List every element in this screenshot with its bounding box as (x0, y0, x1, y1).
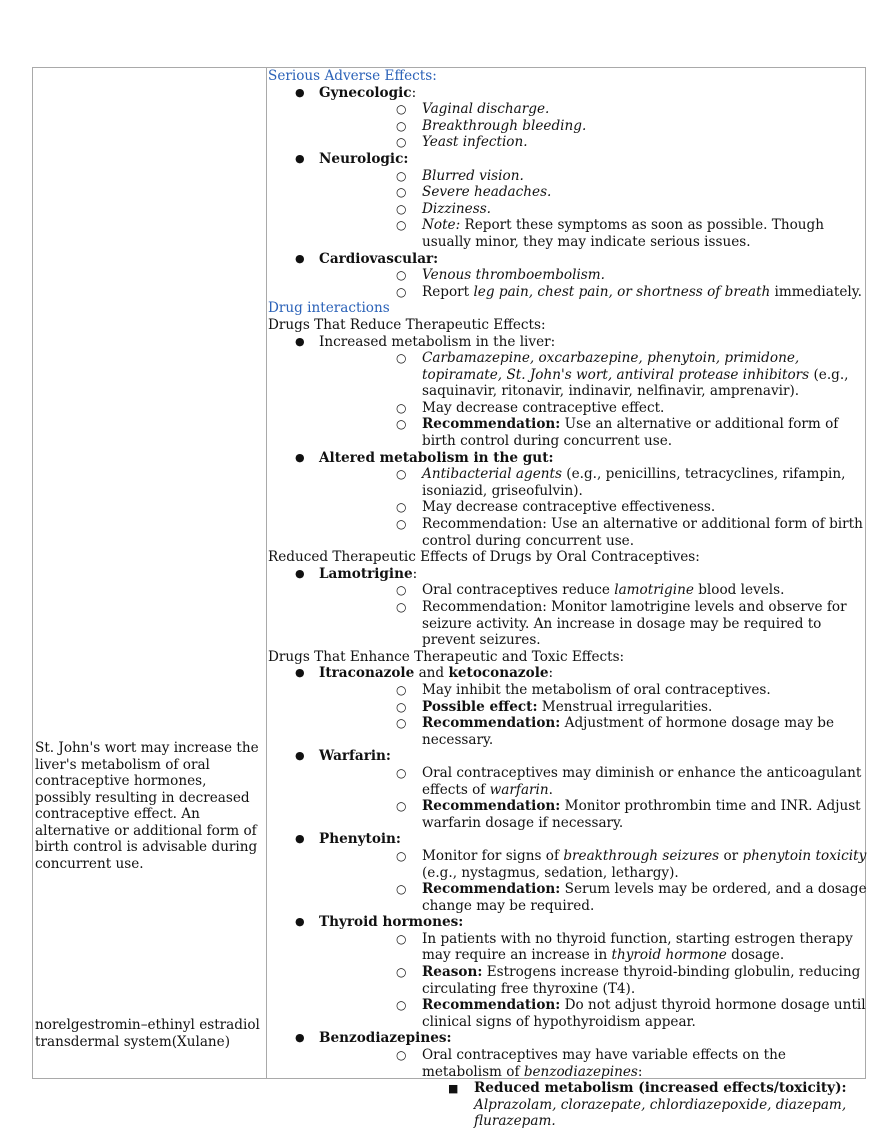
circle-bullet-icon: ○ (396, 102, 407, 117)
circle-bullet-icon: ○ (396, 765, 407, 780)
list-item: ○ Recommendation: Adjustment of hormone dosage may be necessary. (396, 715, 834, 748)
list-item: ● Benzodiazepines: ○ Oral contraceptives may have variable effects on the metabolism of benzodiazepines: ■ Reduced metabolism (increased effects/toxicity): Alprazolam, clorazepate, chlordiazepoxide, diazepam, flurazepam. (268, 1030, 868, 1130)
list-item: ○ Breakthrough bleeding. (396, 117, 587, 134)
neurologic-label: Neurologic: (319, 150, 409, 167)
circle-bullet-icon: ○ (396, 799, 407, 814)
list-item: ○ Recommendation: Use an alternative or additional form of birth control during concurrent use. (396, 516, 863, 549)
list-item: ○ Oral contraceptives may diminish or enhance the anticoagulant effects of warfarin. (396, 764, 862, 798)
list-item: ○ Antibacterial agents (e.g., penicillins, tetracyclines, rifampin, isoniazid, griseofulvin). (396, 466, 846, 499)
list-item: ● Altered metabolism in the gut: ○ Antibacterial agents (e.g., penicillins, tetracyclines, rifampin, isoniazid, griseofulvin). ○ May decrease contraceptive effectiveness. ○ Recommendation: Use an alternative or additional form of birth control during concurrent use. (268, 450, 868, 550)
cardiovascular-label: Cardiovascular: (319, 250, 439, 267)
reduced-by-oc-title: Reduced Therapeutic Effects of Drugs by Oral Contraceptives: (268, 549, 700, 566)
list-item: ○ Recommendation: Do not adjust thyroid hormone dosage until clinical signs of hypothyroidism appear. (396, 997, 866, 1030)
drug-name: norelgestromin–ethinyl estradiol transdermal system(Xulane) (35, 1017, 260, 1050)
list-item: ○ Recommendation: Monitor lamotrigine levels and observe for seizure activity. An increase in dosage may be required to prevent seizures. (396, 599, 847, 649)
circle-bullet-icon: ○ (396, 716, 407, 731)
list-item: ○ Possible effect: Menstrual irregularities. (396, 698, 713, 715)
list-item: ■ Reduced metabolism (increased effects/toxicity): Alprazolam, clorazepate, chlordiazepoxide, diazepam, flurazepam. (448, 1080, 847, 1130)
list-item: ○ Note: Report these symptoms as soon as possible. Though usually minor, they may indicate serious issues. (396, 217, 824, 250)
list-item: ○ Severe headaches. (396, 184, 552, 201)
enhance-effects-title: Drugs That Enhance Therapeutic and Toxic Effects: (268, 648, 625, 665)
list-item: ○ Recommendation: Monitor prothrombin time and INR. Adjust warfarin dosage if necessary. (396, 798, 861, 831)
list-item: ● Phenytoin: ○ Monitor for signs of breakthrough seizures or phenytoin toxicity (e.g., nystagmus, sedation, lethargy). ○ Recommendation: Serum levels may be ordered, and a dosage change may be required. (295, 831, 867, 914)
list-item: ○ Yeast infection. (396, 134, 528, 151)
column-divider (266, 68, 267, 1078)
list-item: ○ May decrease contraceptive effect. (396, 399, 665, 416)
circle-bullet-icon: ○ (396, 965, 407, 980)
circle-bullet-icon: ○ (396, 118, 407, 133)
circle-bullet-icon: ○ (396, 998, 407, 1013)
disc-bullet-icon: ● (295, 666, 305, 680)
list-item: ○ Carbamazepine, oxcarbazepine, phenytoin, primidone, topiramate, St. John's wort, antiviral protease inhibitors (e.g., saquinavir, ritonavir, indinavir, nelfinavir, amprenavir). (396, 350, 849, 400)
disc-bullet-icon: ● (295, 151, 305, 165)
st-johns-wort-note: St. John's wort may increase the liver's metabolism of oral contraceptive hormones, possibly resulting in decreased contraceptive effect. An alternative or additional form of birth control is advisable during concurrent use. (35, 740, 259, 872)
circle-bullet-icon: ○ (396, 699, 407, 714)
list-item: ○ Oral contraceptives may have variable effects on the metabolism of benzodiazepines: ■ Reduced metabolism (increased effects/toxicity): Alprazolam, clorazepate, chlordiazepoxide, diazepam, flurazepam. (319, 1047, 868, 1130)
circle-bullet-icon: ○ (396, 185, 407, 200)
disc-bullet-icon: ● (295, 915, 305, 929)
list-item: ○ Oral contraceptives reduce lamotrigine blood levels. (396, 582, 785, 599)
list-item: ○ May inhibit the metabolism of oral contraceptives. (396, 681, 771, 698)
circle-bullet-icon: ○ (396, 583, 407, 598)
list-item: ○ In patients with no thyroid function, starting estrogen therapy may require an increase in thyroid hormone dosage. (396, 930, 853, 964)
circle-bullet-icon: ○ (396, 882, 407, 897)
circle-bullet-icon: ○ (396, 500, 407, 515)
circle-bullet-icon: ○ (396, 168, 407, 183)
circle-bullet-icon: ○ (396, 1048, 407, 1063)
gynecologic-label: Gynecologic (319, 84, 412, 101)
disc-bullet-icon: ● (295, 566, 305, 580)
list-item (268, 151, 868, 251)
circle-bullet-icon: ○ (396, 218, 407, 233)
list-item: ○ Venous thromboembolism. (396, 267, 605, 284)
list-item: ○ Blurred vision. (396, 167, 524, 184)
circle-bullet-icon: ○ (396, 600, 407, 614)
circle-bullet-icon: ○ (396, 682, 407, 697)
circle-bullet-icon: ○ (396, 848, 407, 863)
disc-bullet-icon: ● (295, 334, 305, 348)
circle-bullet-icon: ○ (396, 284, 407, 299)
list-item: ● Thyroid hormones: ○ In patients with no thyroid function, starting estrogen therapy may require an increase in thyroid hormone dosage. ○ Reason: Estrogens increase thyroid-binding globulin, reducing circulating free thyroxine (T4). ○ Recommendation: Do not adjust thyroid hormone dosage until clinical signs of hypothyroidism appear. (268, 914, 868, 1030)
disc-bullet-icon: ● (295, 749, 305, 763)
list-item: ○ Dizziness. (396, 200, 491, 217)
list-item: ● Increased metabolism in the liver: ○ Carbamazepine, oxcarbazepine, phenytoin, primidone, topiramate, St. John's wort, antiviral protease inhibitors (e.g., saquinavir, ritonavir, indinavir, nelfinavir, amprenavir). ○ May decrease contraceptive effect. ○ Recommendation: Use an alternative or additional form of birth control during concurrent use. (268, 334, 868, 450)
list-item: ○ Monitor for signs of breakthrough seizures or phenytoin toxicity (e.g., nystagmus, sedation, lethargy). (396, 847, 867, 881)
drug-info-table (32, 67, 867, 1130)
list-item: ○ Reason: Estrogens increase thyroid-binding globulin, reducing circulating free thyroxine (T4). (396, 964, 861, 997)
disc-bullet-icon: ● (295, 1031, 305, 1045)
disc-bullet-icon: ● (295, 251, 305, 265)
circle-bullet-icon: ○ (396, 201, 407, 216)
list-item: ● Lamotrigine: ○ Oral contraceptives reduce lamotrigine blood levels. ○ Recommendation: Monitor lamotrigine levels and observe for seizure activity. An increase in dosage may be required to prevent seizures. (268, 566, 868, 649)
list-item: ○ May decrease contraceptive effectiveness. (396, 499, 716, 516)
adverse-effects-list (268, 85, 868, 301)
square-bullet-icon: ■ (448, 1082, 459, 1096)
adverse-effects-heading: Serious Adverse Effects: (268, 68, 437, 84)
circle-bullet-icon: ○ (396, 400, 407, 415)
disc-bullet-icon: ● (295, 450, 305, 464)
drug-interactions-heading: Drug interactions (268, 300, 390, 317)
circle-bullet-icon: ○ (396, 135, 407, 150)
disc-bullet-icon: ● (295, 85, 305, 99)
list-item: ○ Recommendation: Use an alternative or additional form of birth control during concurrent use. (396, 416, 839, 450)
list-item: ● Warfarin: ○ Oral contraceptives may diminish or enhance the anticoagulant effects of warfarin. ○ Recommendation: Monitor prothrombin time and INR. Adjust warfarin dosage if necessary. (268, 748, 868, 831)
list-item: ● Gynecologic: ○ Vaginal discharge. ○ Breakthrough bleeding. ○ Yeast infection. (268, 85, 868, 151)
disc-bullet-icon: ● (295, 832, 305, 846)
circle-bullet-icon: ○ (396, 351, 407, 366)
reduce-effects-title: Drugs That Reduce Therapeutic Effects: (268, 316, 546, 333)
circle-bullet-icon: ○ (396, 931, 407, 946)
details-cell (268, 68, 868, 1130)
list-item: ● Itraconazole and ketoconazole: ○ May inhibit the metabolism of oral contraceptives. ○ Possible effect: Menstrual irregularities. ○ Recommendation: Adjustment of hormone dosage may be necessary. (268, 665, 868, 748)
circle-bullet-icon: ○ (396, 417, 407, 432)
list-item: ○ Vaginal discharge. (396, 101, 550, 118)
circle-bullet-icon: ○ (396, 467, 407, 482)
list-item: ○ Recommendation: Serum levels may be ordered, and a dosage change may be required. (396, 881, 867, 914)
list-item (268, 251, 868, 301)
circle-bullet-icon: ○ (396, 268, 407, 283)
circle-bullet-icon: ○ (396, 517, 407, 532)
list-item: ○ Report leg pain, chest pain, or shortness of breath immediately. (396, 283, 862, 300)
